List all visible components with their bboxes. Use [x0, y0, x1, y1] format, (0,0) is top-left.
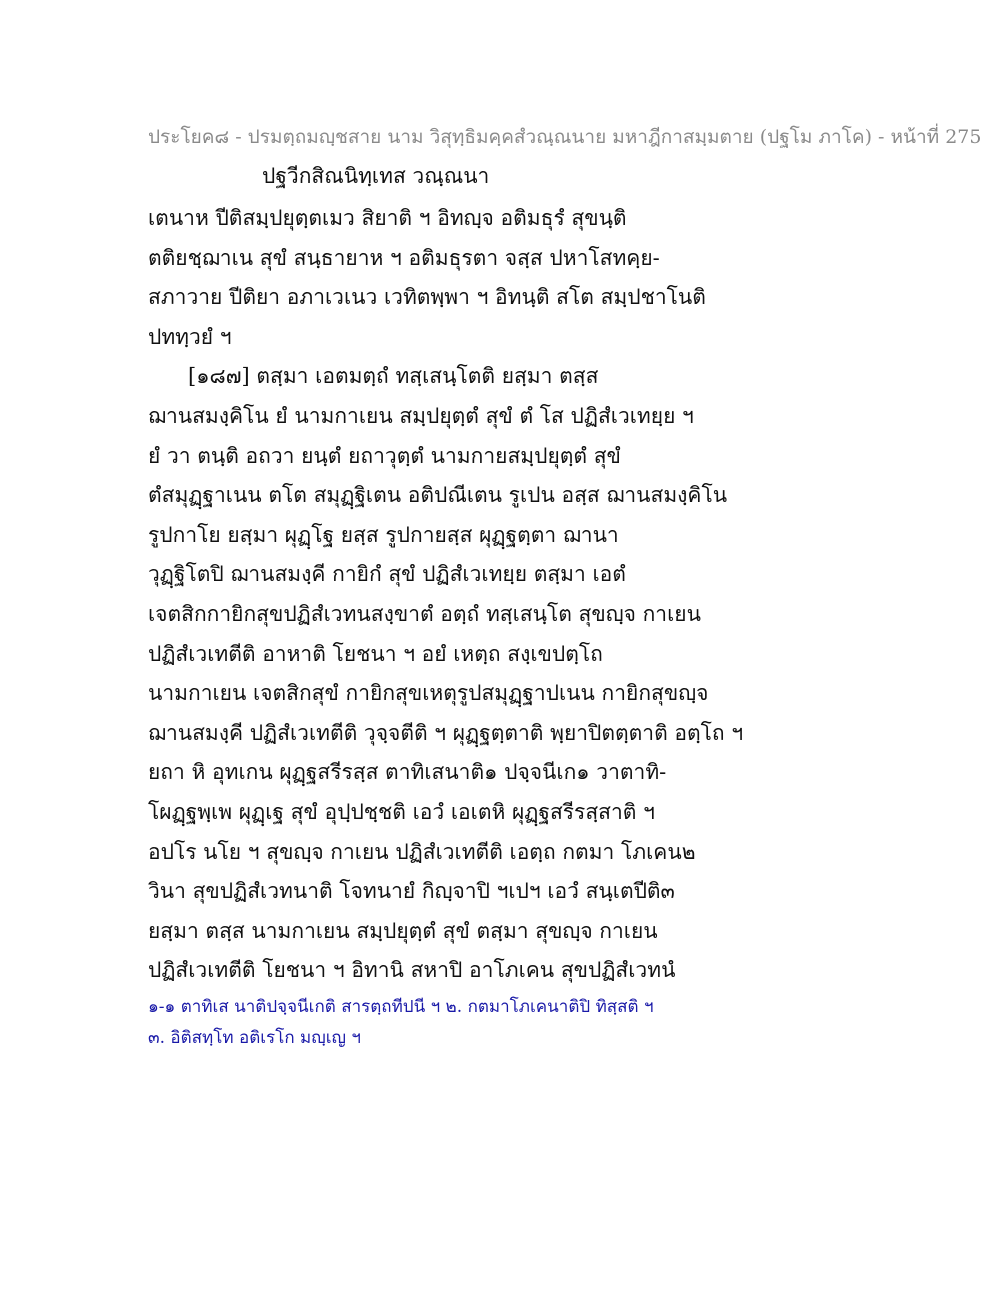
text-line: ยถา หิ อุทเกน ผุฏฺฐสรีรสฺส ตาทิเสนาติ๑ ปจฺจนีเก๑ วาตาทิ- [148, 760, 667, 785]
footnote-line: ๓. อิติสทฺโท อติเรโก มญฺเญ ฯ [148, 1028, 361, 1048]
paragraph-start-line: [๑๘๗] ตสฺมา เอตมตฺถํ ทสฺเสนฺโตติ ยสฺมา ตสฺส [188, 364, 599, 389]
text-line: ฌานสมงฺคี ปฏิสํเวเทตีติ วุจฺจตีติ ฯ ผุฏฺฐตฺตาติ พฺยาปิตตฺตาติ อตฺโถ ฯ [148, 720, 744, 745]
text-line: ตํสมุฏฺฐาเนน ตโต สมุฏฺฐิเตน อติปณีเตน รูเปน อสฺส ฌานสมงฺคิโน [148, 483, 728, 508]
text-line: ฌานสมงฺคิโน ยํ นามกาเยน สมฺปยุตฺตํ สุขํ ตํ โส ปฏิสํเวเทยฺย ฯ [148, 403, 694, 428]
text-line: สภาวาย ปีติยา อภาเวเนว เวทิตพฺพา ฯ อิทนฺติ สโต สมฺปชาโนติ [148, 285, 706, 310]
text-line: อปโร นโย ฯ สุขญฺจ กาเยน ปฏิสํเวเทตีติ เอตฺถ กตมา โภเคน๒ [148, 839, 696, 864]
text-line: ปฏิสํเวเทตีติ อาหาติ โยชนา ฯ อยํ เหตฺถ สงฺเขปตฺโถ [148, 641, 603, 666]
section-title: ปฐวีกสิณนิทฺเทส วณฺณนา [262, 164, 490, 188]
text-line: เตนาห ปีติสมฺปยุตฺตเมว สิยาติ ฯ อิทญฺจ อติมธุรํ สุขนฺติ [148, 206, 627, 230]
footnotes [148, 992, 708, 1054]
text-line: ยํ วา ตนฺติ อถวา ยนฺตํ ยถาวุตฺตํ นามกายสมฺปยุตฺตํ สุขํ [148, 443, 621, 468]
body-text [148, 199, 744, 991]
text-line: เจตสิกกายิกสุขปฏิสํเวทนสงฺขาตํ อตฺถํ ทสฺเสนฺโต สุขญฺจ กาเยน [148, 601, 701, 626]
text-line: นามกาเยน เจตสิกสุขํ กายิกสุขเหตุรูปสมุฏฺฐาปเนน กายิกสุขญฺจ [148, 681, 709, 706]
footnote-line: ๑-๑ ตาทิเส นาติปจฺจนีเกติ สารตฺถทีปนี ฯ ๒. กตมาโภเคนาติปิ ทิสฺสติ ฯ [148, 997, 654, 1017]
text-line: โผฏฺฐพฺเพ ผุฏฺเฐ สุขํ อุปฺปชฺชติ เอวํ เอเตหิ ผุฏฺฐสรีรสฺสาติ ฯ [148, 799, 655, 824]
text-line: รูปกาโย ยสฺมา ผุฏฺโฐ ยสฺส รูปกายสฺส ผุฏฺฐตฺตา ฌานา [148, 522, 619, 547]
text-line: ปฏิสํเวเทตีติ โยชนา ฯ อิทานิ สหาปิ อาโภเคน สุขปฏิสํเวทนํ [148, 958, 676, 983]
text-line: ตติยชฺฌาเน สุขํ สนฺธายาห ฯ อติมธุรตา จสฺส ปหาโสทคฺย- [148, 245, 660, 270]
text-line: ปททฺวยํ ฯ [148, 324, 232, 349]
text-line: ยสฺมา ตสฺส นามกาเยน สมฺปยุตฺตํ สุขํ ตสฺมา สุขญฺจ กาเยน [148, 918, 658, 943]
text-line: วินา สุขปฏิสํเวทนาติ โจทนายํ กิญฺจาปิ ฯเปฯ เอวํ สนฺเตปีติ๓ [148, 879, 675, 904]
running-header: ประโยค๘ - ปรมตฺถมญฺชสาย นาม วิสุทฺธิมคฺคสํวณฺณนาย มหาฎีกาสมฺมตาย (ปฐโม ภาโค) - หน้าที่ 275 [148, 126, 982, 148]
text-line: วุฏฺฐิโตปิ ฌานสมงฺคี กายิกํ สุขํ ปฏิสํเวเทยฺย ตสฺมา เอตํ [148, 562, 626, 587]
